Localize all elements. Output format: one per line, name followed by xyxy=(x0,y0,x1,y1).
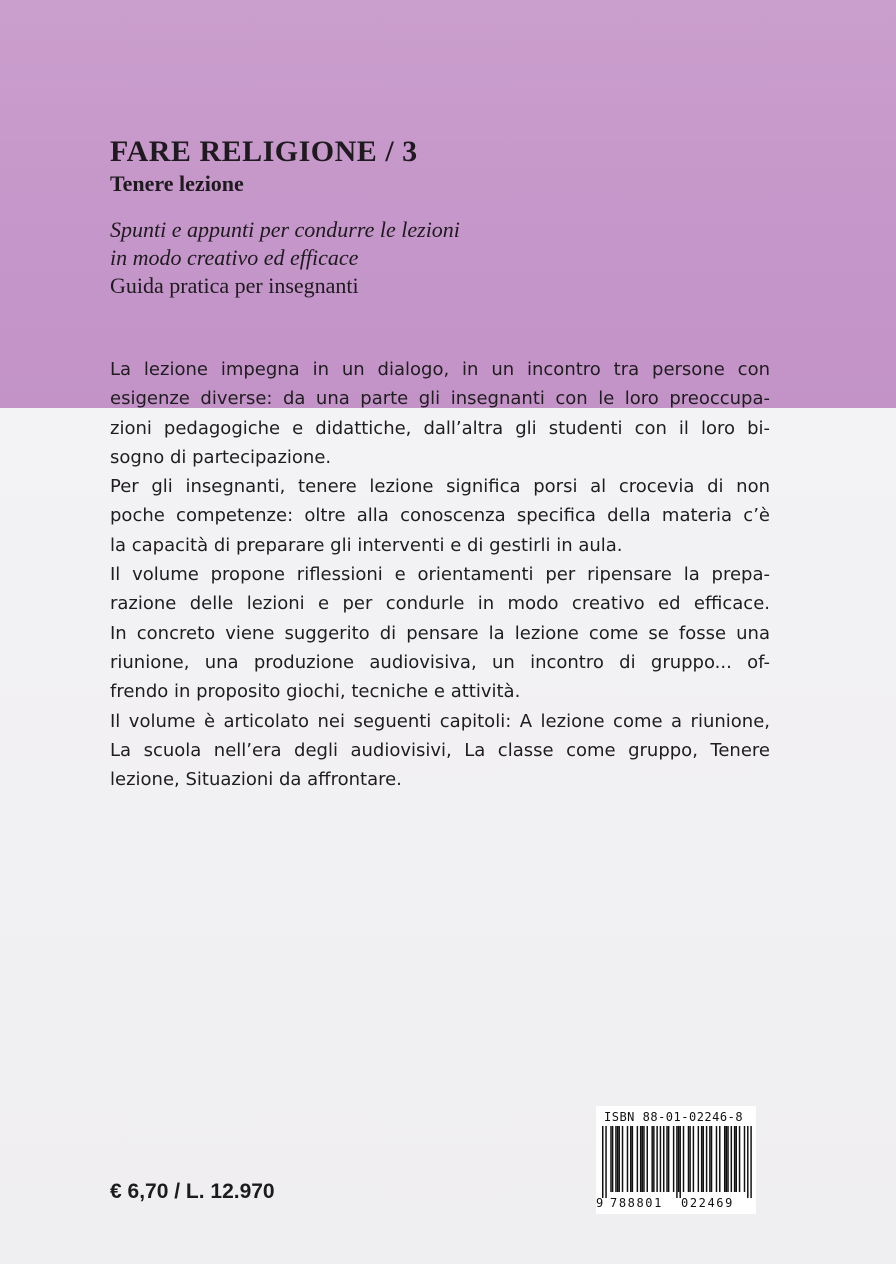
isbn-label: ISBN 88-01-02246-8 xyxy=(604,1110,744,1124)
price-label: € 6,70 / L. 12.970 xyxy=(110,1180,275,1203)
barcode-bar xyxy=(605,1126,606,1198)
barcode-bar xyxy=(618,1126,619,1192)
barcode-bar xyxy=(744,1126,745,1192)
barcode-bar xyxy=(731,1126,732,1192)
barcode-bar xyxy=(703,1126,704,1192)
barcode-bar xyxy=(693,1126,694,1192)
barcode-bar xyxy=(688,1126,689,1192)
description-line: Il volume propone riflessioni e orientamenti per ripensare la prepa- xyxy=(110,564,770,586)
description-line: razione delle lezioni e per condurle in modo creativo ed efficace. xyxy=(110,593,770,615)
guide-label: Guida pratica per insegnanti xyxy=(110,273,359,298)
description-line: Per gli insegnanti, tenere lezione significa porsi al crocevia di non xyxy=(110,476,770,498)
barcode-bar xyxy=(651,1126,652,1192)
isbn-barcode-block xyxy=(596,1106,756,1214)
description-line: La lezione impegna in un dialogo, in un incontro tra persone con xyxy=(110,359,770,380)
description-line: In concreto viene suggerito di pensare la lezione come se fosse una xyxy=(110,622,770,644)
description-line: La scuola nell’era degli audiovisivi, La classe come gruppo, Tenere xyxy=(110,739,770,761)
barcode-bar xyxy=(734,1126,735,1192)
barcode-bar xyxy=(630,1126,631,1192)
barcode-bar xyxy=(640,1126,641,1192)
barcode-bar xyxy=(736,1126,737,1192)
barcode-bar xyxy=(719,1126,720,1192)
barcode-bar xyxy=(706,1126,707,1192)
barcode-bar xyxy=(610,1126,611,1192)
description-line: poche competenze: oltre alla conoscenza specifica della materia c’è xyxy=(110,505,770,527)
barcode-bar xyxy=(653,1126,654,1192)
barcode-bar xyxy=(701,1126,702,1192)
description-line: esigenze diverse: da una parte gli insegnanti con le loro preoccupa- xyxy=(110,388,770,410)
barcode-bar xyxy=(711,1126,712,1192)
description-line: sogno di partecipazione. xyxy=(110,446,332,468)
series-title: FARE RELIGIONE / 3 xyxy=(110,135,418,168)
description-line: zioni pedagogiche e didattiche, dall’altra gli studenti con il loro bi- xyxy=(110,417,770,439)
description-line: frendo in proposito giochi, tecniche e attività. xyxy=(110,681,521,703)
description-text xyxy=(110,355,770,794)
description-line: riunione, una produzione audiovisiva, un incontro di gruppo... of- xyxy=(110,651,770,673)
barcode-image xyxy=(602,1126,752,1198)
barcode-bar xyxy=(642,1126,643,1192)
barcode-bar xyxy=(615,1126,616,1192)
barcode-bar xyxy=(643,1126,644,1192)
barcode-bar xyxy=(716,1126,717,1192)
barcode-bar xyxy=(660,1126,661,1192)
barcode-bar xyxy=(698,1126,699,1192)
barcode-bar xyxy=(637,1126,638,1192)
barcode-bar xyxy=(709,1126,710,1192)
ean-left-digits: 788801 xyxy=(610,1196,663,1210)
description-line: lezione, Situazioni da affrontare. xyxy=(110,769,402,791)
tagline xyxy=(110,216,810,272)
description-line: Il volume è articolato nei seguenti capitoli: A lezione come a riunione, xyxy=(110,710,770,732)
barcode-bar xyxy=(632,1126,633,1192)
barcode-bar xyxy=(617,1126,618,1192)
book-subtitle: Tenere lezione xyxy=(110,171,244,196)
barcode-bar xyxy=(724,1126,725,1192)
barcode-bar xyxy=(678,1126,679,1192)
barcode-bar xyxy=(679,1126,680,1198)
barcode-bar xyxy=(673,1126,674,1192)
barcode-bar xyxy=(726,1126,727,1192)
barcode-bar xyxy=(689,1126,690,1192)
barcode-bar xyxy=(656,1126,657,1192)
barcode-bar xyxy=(750,1126,751,1198)
barcode-bar xyxy=(747,1126,748,1198)
barcode-bar xyxy=(663,1126,664,1192)
barcode-bar xyxy=(739,1126,740,1192)
barcode-bar xyxy=(612,1126,613,1192)
barcode-bar xyxy=(727,1126,728,1192)
barcode-bar xyxy=(666,1126,667,1192)
tagline-line: Spunti e appunti per condurre le lezioni xyxy=(110,217,460,242)
barcode-bar xyxy=(627,1126,628,1192)
barcode-bar xyxy=(647,1126,648,1192)
barcode-bar xyxy=(668,1126,669,1192)
cover-headings xyxy=(110,134,810,300)
tagline-line: in modo creativo ed efficace xyxy=(110,245,359,270)
ean-first-digit: 9 xyxy=(596,1196,604,1210)
barcode-bar xyxy=(683,1126,684,1192)
barcode-bar xyxy=(676,1126,677,1198)
barcode-bar xyxy=(602,1126,603,1198)
barcode-bar xyxy=(622,1126,623,1192)
description-line: la capacità di preparare gli interventi e di gestirli in aula. xyxy=(110,534,623,556)
ean-right-digits: 022469 xyxy=(681,1196,734,1210)
